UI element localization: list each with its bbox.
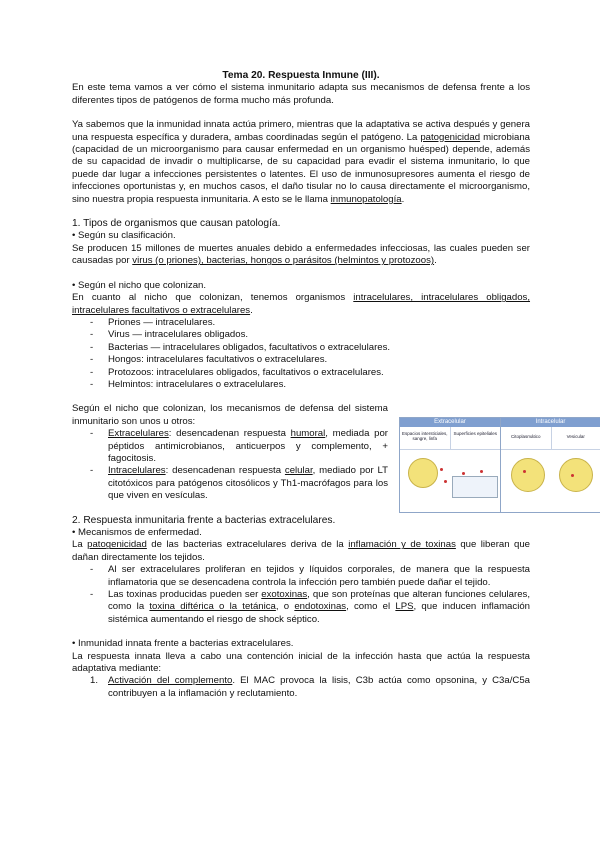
mechanism-list: [72, 428, 388, 502]
figure-label-cytoplasmic: Citoplasmático: [501, 427, 552, 449]
list-item: - Protozoos: intracelulares obligados, facultativos o extracelulares.: [90, 367, 530, 379]
figure-label-vesicular: Vesicular: [566, 434, 585, 440]
list-item: - Extracelulares: desencadenan respuesta humoral, mediada por péptidos antimicrobianos, anticuerpos y complemento, + fagocitosis.: [90, 428, 388, 465]
section-2-heading: 2. Respuesta inmunitaria frente a bacterias extracelulares.: [72, 514, 336, 526]
list-item: - Helmintos: intracelulares o extracelulares.: [90, 379, 530, 391]
disease-mechanisms-paragraph: La patogenicidad de las bacterias extracelulares deriva de la inflamación y de toxinas que liberan que dañan directamente los tejidos.: [72, 539, 531, 563]
section-1-heading: 1. Tipos de organismos que causan patología.: [72, 218, 281, 230]
list-item: - Al ser extracelulares proliferan en tejidos y líquidos corporales, de manera que la respuesta inflamatoria que se desencadena controla la infección pero también puede dañar el tejido.: [90, 564, 530, 589]
page-title: Tema 20. Respuesta Inmune (III).: [222, 70, 380, 81]
document-page: [72, 70, 585, 700]
innate-mechanism-list: [72, 675, 530, 700]
organism-niche-list: [72, 317, 530, 391]
epithelium-image: [452, 476, 498, 498]
innate-paragraph: La respuesta innata lleva a cabo una contención inicial de la infección hasta que actúa la respuesta adaptativa mediante:: [72, 650, 530, 675]
section-1-sub-classification: • Según su clasificación.: [72, 230, 176, 242]
host-cell-image: [408, 458, 438, 488]
bacteria-dot: [440, 468, 443, 471]
figure-label-interstitial: Espacios intersticiales, sangre, linfa: [400, 427, 451, 449]
section-2-sub-innate: • Inmunidad innata frente a bacterias extracelulares.: [72, 638, 294, 650]
list-item: 1. Activación del complemento. El MAC provoca la lisis, C3b actúa como opsonina, y C3a/C5a contribuyen a la inflamación y reclutamiento.: [90, 675, 530, 699]
disease-mechanism-list: [72, 564, 530, 626]
figure-label-epithelial: Superficies epiteliales: [453, 431, 498, 437]
list-item: - Bacterias — intracelulares obligados, facultativos o extracelulares.: [90, 342, 530, 354]
classification-paragraph: Se producen 15 millones de muertes anuales debido a enfermedades infecciosas, las cuales pueden ser causadas por virus (o priones), bacterias, hongos o parásitos (helmintos y protozoos).: [72, 242, 530, 267]
mechanisms-paragraph: Según el nicho que colonizan, los mecanismos de defensa del sistema inmunitario son unos u otros:: [72, 403, 388, 427]
vesicle-cell-image: [559, 458, 593, 492]
list-item: - Priones — intracelulares.: [90, 317, 530, 329]
figure-col-extracellular-title: Extracelular: [400, 418, 500, 427]
term-patogenicidad: patogenicidad: [420, 131, 481, 143]
figure-col-intracellular-title: Intracelular: [501, 418, 600, 427]
list-item: - Hongos: intracelulares facultativos o extracelulares.: [90, 354, 530, 366]
list-item: - Virus — intracelulares obligados.: [90, 329, 530, 341]
niche-paragraph: En cuanto al nicho que colonizan, tenemos organismos intracelulares, intracelulares obligados, intracelulares facultativos o extracelulares.: [72, 292, 531, 316]
term-inmunopatologia: inmunopatología: [330, 193, 402, 205]
bacteria-dot: [480, 470, 483, 473]
intro-paragraph: En este tema vamos a ver cómo el sistema inmunitario adapta sus mecanismos de defensa frente a los diferentes tipos de patógenos de forma mucho más profunda.: [72, 82, 530, 106]
infected-cell-image: [511, 458, 545, 492]
pathogen-location-figure: [399, 417, 600, 513]
pathogenicity-paragraph: Ya sabemos que la inmunidad innata actúa primero, mientras que la adaptativa se activa después y genera una respuesta específica y duradera, ambas coordinadas según el patógeno. La patogenicidad microbiana (capacidad de un microorganismo para causar enfermedad en un organismo huésped) depende, además de su capacidad de invadir o multiplicarse, de su capacidad para evadir el sistema inmunitario, lo que puede dar lugar a infecciones persistentes o latentes. El uso de inmunosupresores aumenta el riesgo de infecciones oportunistas y, en muchos casos, el daño tisular no lo causa directamente el microorganismo, sino nuestra propia respuesta inmunitaria. A esto se le llama inmunopatología.: [72, 119, 530, 205]
section-2-sub-mechanisms: • Mecanismos de enfermedad.: [72, 527, 202, 538]
bacteria-dot: [444, 480, 447, 483]
list-item: - Intracelulares: desencadenan respuesta celular, mediado por LT citotóxicos para patógenos citosólicos y Th1-macrófagos para los que viven en vesículas.: [90, 465, 388, 502]
list-item: - Las toxinas producidas pueden ser exotoxinas, que son proteínas que alteran funciones celulares, como la toxina diftérica o la tetánica, o endotoxinas, como el LPS, que inducen inflamación sistémica aumentando el riesgo de shock séptico.: [90, 589, 530, 626]
section-1-sub-niche: • Según el nicho que colonizan.: [72, 279, 207, 291]
bacteria-dot: [462, 472, 465, 475]
immune-mechanisms-block: [72, 403, 585, 502]
